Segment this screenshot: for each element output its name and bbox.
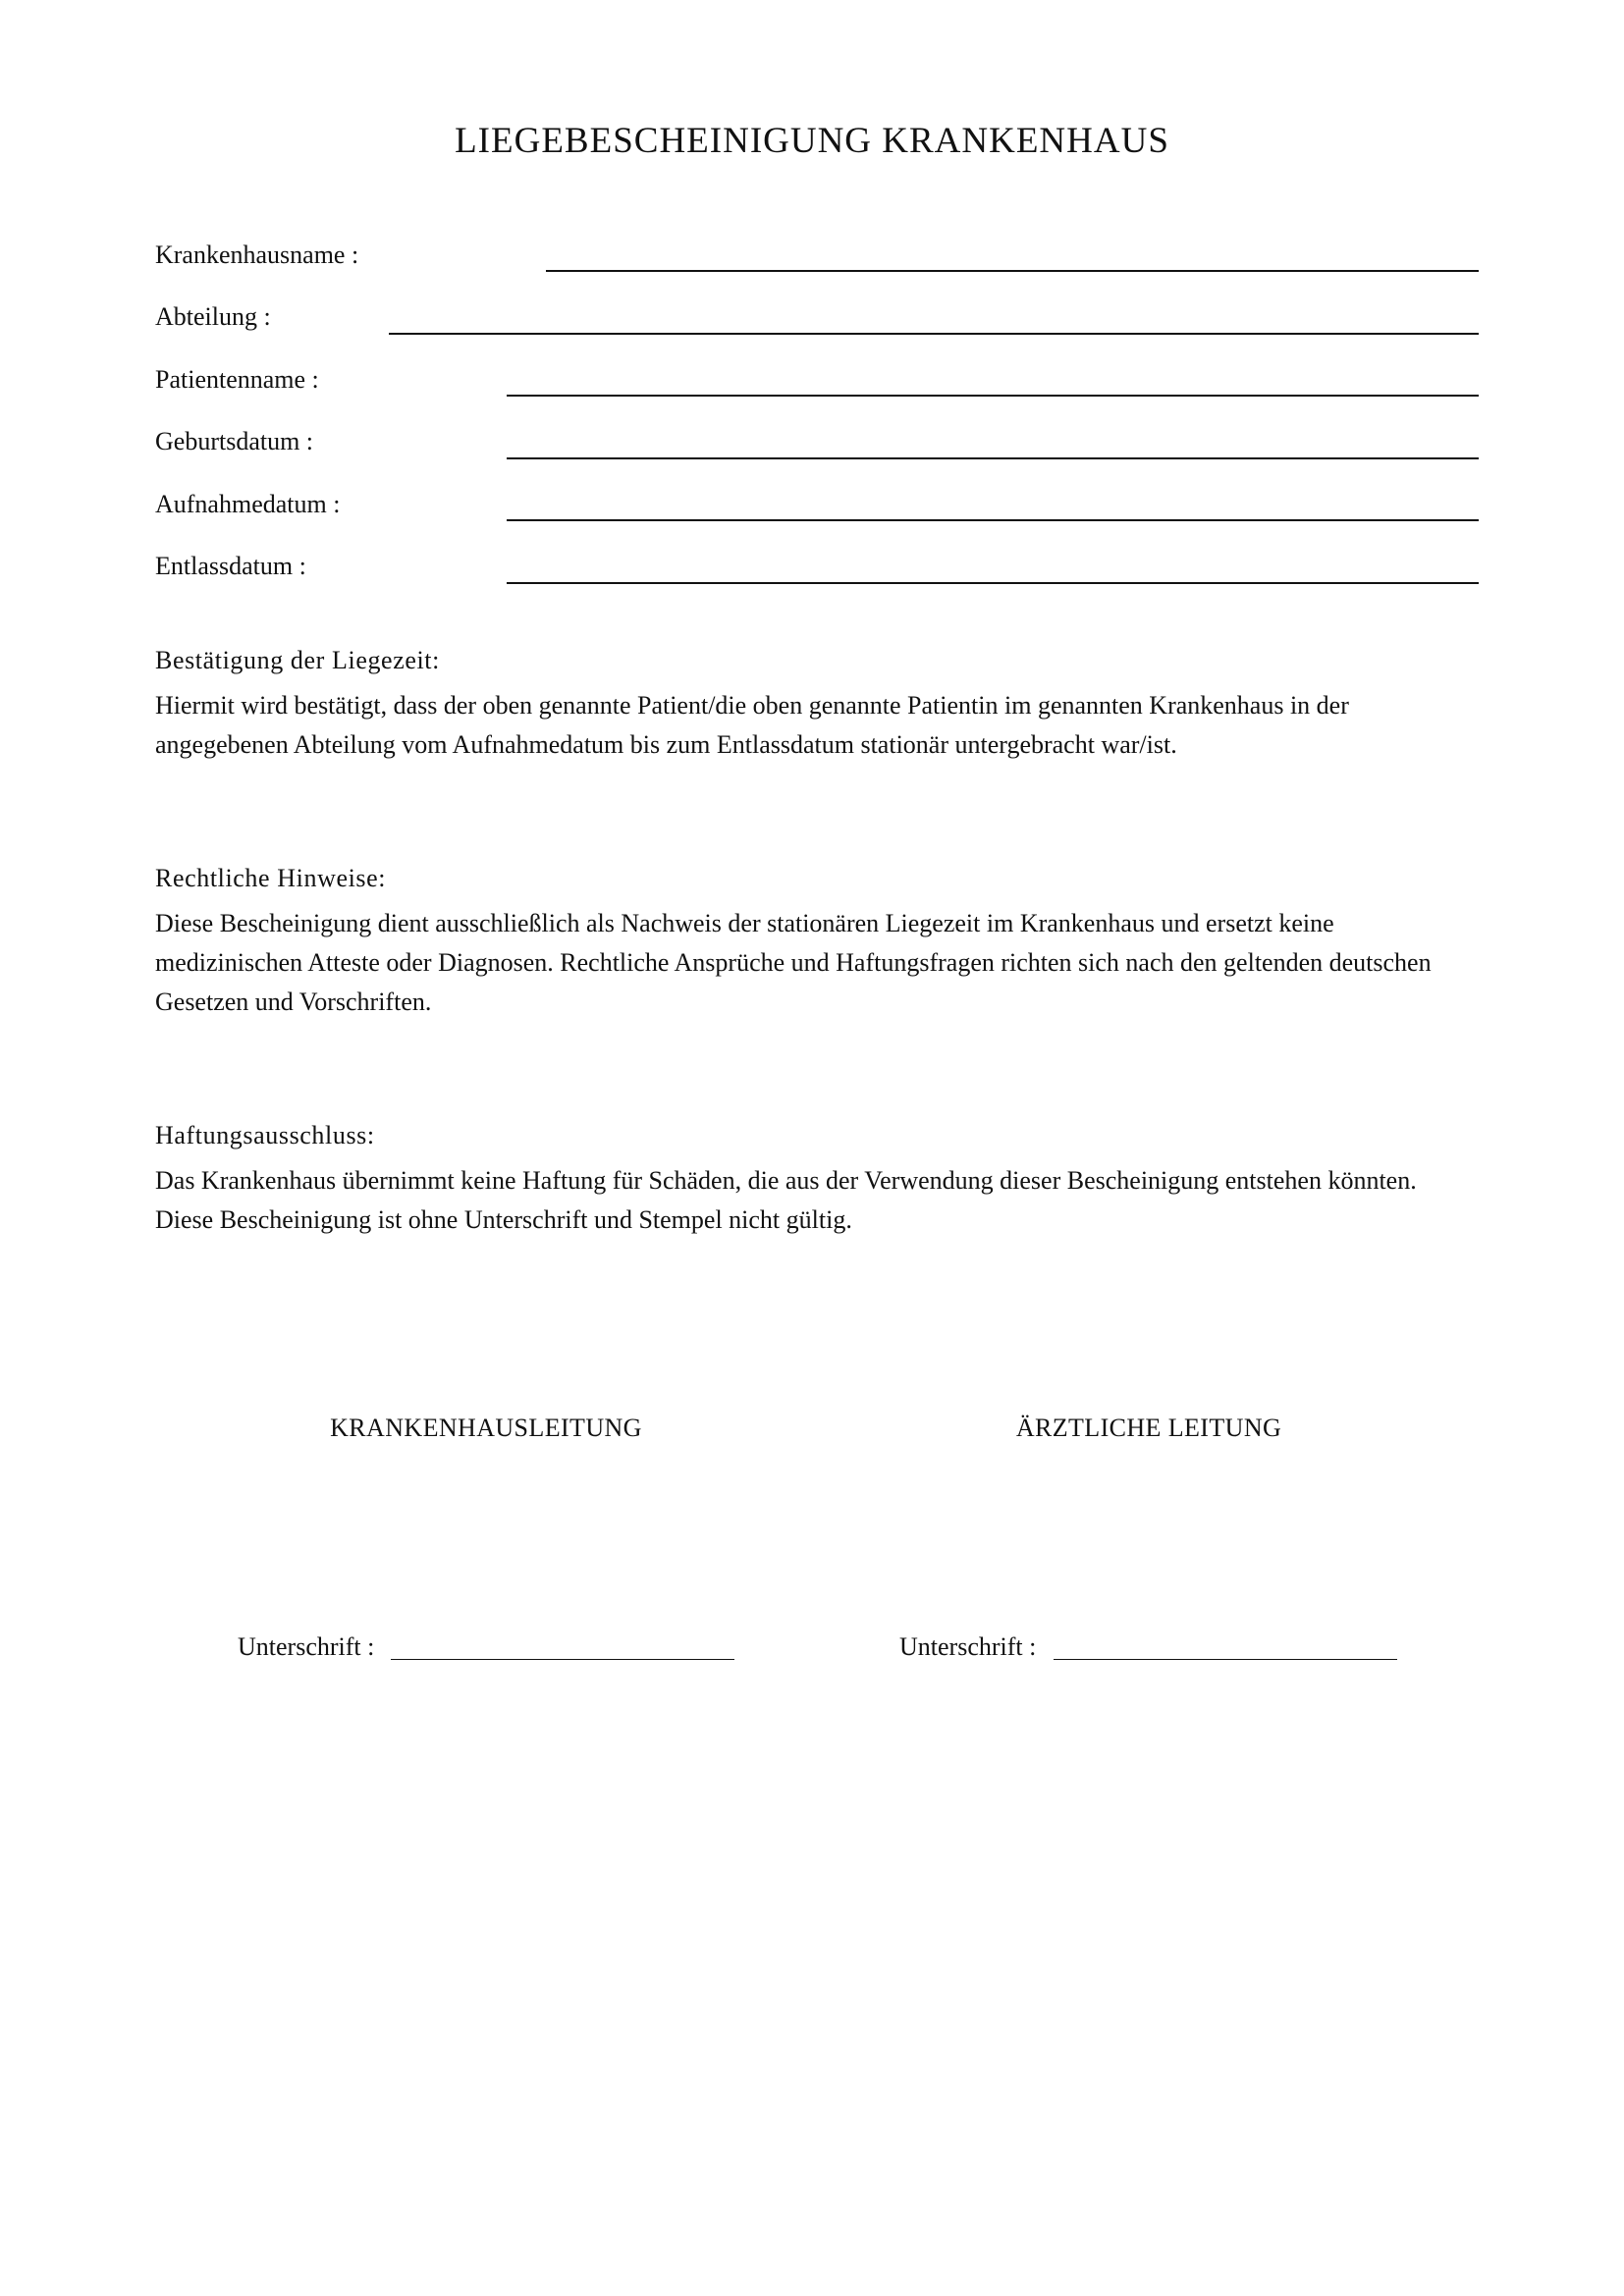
section-body-bestaetigung: Hiermit wird bestätigt, dass der oben genannte Patient/die oben genannte Patientin im genannten Krankenhaus in der angegebenen Abteilung vom Aufnahmedatum bis zum Entlassdatum stationär untergebracht war/ist.: [155, 691, 1349, 759]
field-line-geburtsdatum[interactable]: [507, 457, 1479, 459]
signature-label-aerztliche-leitung: Unterschrift :: [899, 1632, 1037, 1661]
field-line-entlassdatum[interactable]: [507, 582, 1479, 584]
field-label-krankenhausname: Krankenhausname :: [155, 240, 359, 269]
field-line-aufnahmedatum[interactable]: [507, 519, 1479, 521]
section-body-haftungsausschluss: Das Krankenhaus übernimmt keine Haftung für Schäden, die aus der Verwendung dieser Bescheinigung entstehen könnten. Diese Bescheinigung ist ohne Unterschrift und Stempel nicht gültig.: [155, 1166, 1417, 1234]
signature-label-krankenhausleitung: Unterschrift :: [238, 1632, 375, 1661]
signature-heading-krankenhausleitung: KRANKENHAUSLEITUNG: [330, 1414, 642, 1442]
signature-line-aerztliche-leitung[interactable]: [1054, 1659, 1397, 1660]
signature-heading-aerztliche-leitung: ÄRZTLICHE LEITUNG: [1015, 1414, 1282, 1442]
document-title: LIEGEBESCHEINIGUNG KRANKENHAUS: [455, 121, 1169, 161]
section-heading-haftungsausschluss: Haftungsausschluss:: [155, 1121, 375, 1149]
field-label-entlassdatum: Entlassdatum :: [155, 552, 306, 580]
section-heading-rechtliche-hinweise: Rechtliche Hinweise:: [155, 864, 387, 892]
field-label-aufnahmedatum: Aufnahmedatum :: [155, 490, 341, 518]
field-line-abteilung[interactable]: [389, 333, 1479, 335]
field-line-krankenhausname[interactable]: [546, 270, 1479, 272]
section-heading-bestaetigung: Bestätigung der Liegezeit:: [155, 646, 440, 674]
signature-line-krankenhausleitung[interactable]: [391, 1659, 734, 1660]
field-label-geburtsdatum: Geburtsdatum :: [155, 427, 314, 455]
section-body-rechtliche-hinweise: Diese Bescheinigung dient ausschließlich als Nachweis der stationären Liegezeit im Krankenhaus und ersetzt keine medizinischen Atteste oder Diagnosen. Rechtliche Ansprüche und Haftungsfragen richten sich nach den geltenden deutschen Gesetzen und Vorschriften.: [155, 909, 1432, 1016]
field-label-patientenname: Patientenname :: [155, 365, 319, 394]
field-label-abteilung: Abteilung :: [155, 302, 271, 331]
field-line-patientenname[interactable]: [507, 395, 1479, 397]
